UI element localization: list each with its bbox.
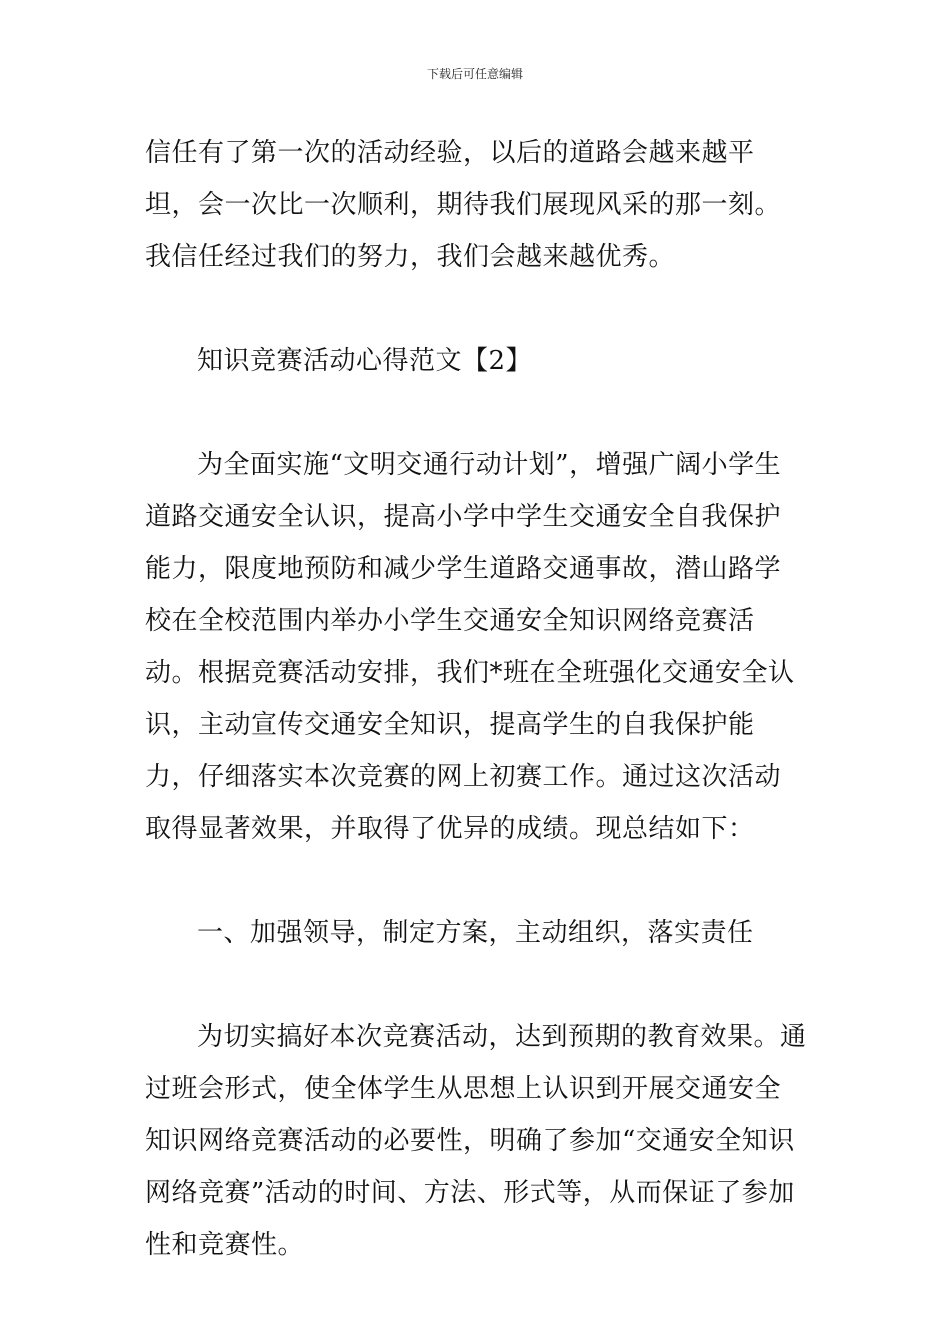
paragraph-intro: 为全面实施“文明交通行动计划”，增强广阔小学生道路交通安全认识，提高小学中学生交通安全自我保护能力，限度地预防和减少学生道路交通事故，潜山路学校在全校范围内举办小学生交通安全知识网络竞赛活动。根据竞赛活动安排，我们*班在全班强化交通安全认识，主动宣传交通安全知识，提高学生的自我保护能力，仔细落实本次竞赛的网上初赛工作。通过这次活动取得显著效果，并取得了优异的成绩。现总结如下： (145, 450, 795, 844)
paragraph-section-1: 为切实搞好本次竞赛活动，达到预期的教育效果。通过班会形式，使全体学生从思想上认识到开展交通安全知识网络竞赛活动的必要性，明确了参加“交通安全知识网络竞赛”活动的时间、方法、形式等，从而保证了参加性和竞赛性。 (145, 1022, 807, 1260)
section-heading: 知识竞赛活动心得范文【2】 (197, 346, 533, 376)
page-header-note: 下载后可任意编辑 (426, 67, 523, 81)
section-title-1: 一、加强领导，制定方案，主动组织，落实责任 (197, 918, 754, 948)
paragraph-continued: 信任有了第一次的活动经验，以后的道路会越来越平坦，会一次比一次顺利，期待我们展现风采的那一刻。我信任经过我们的努力，我们会越来越优秀。 (145, 138, 782, 272)
document-body (145, 127, 807, 1271)
